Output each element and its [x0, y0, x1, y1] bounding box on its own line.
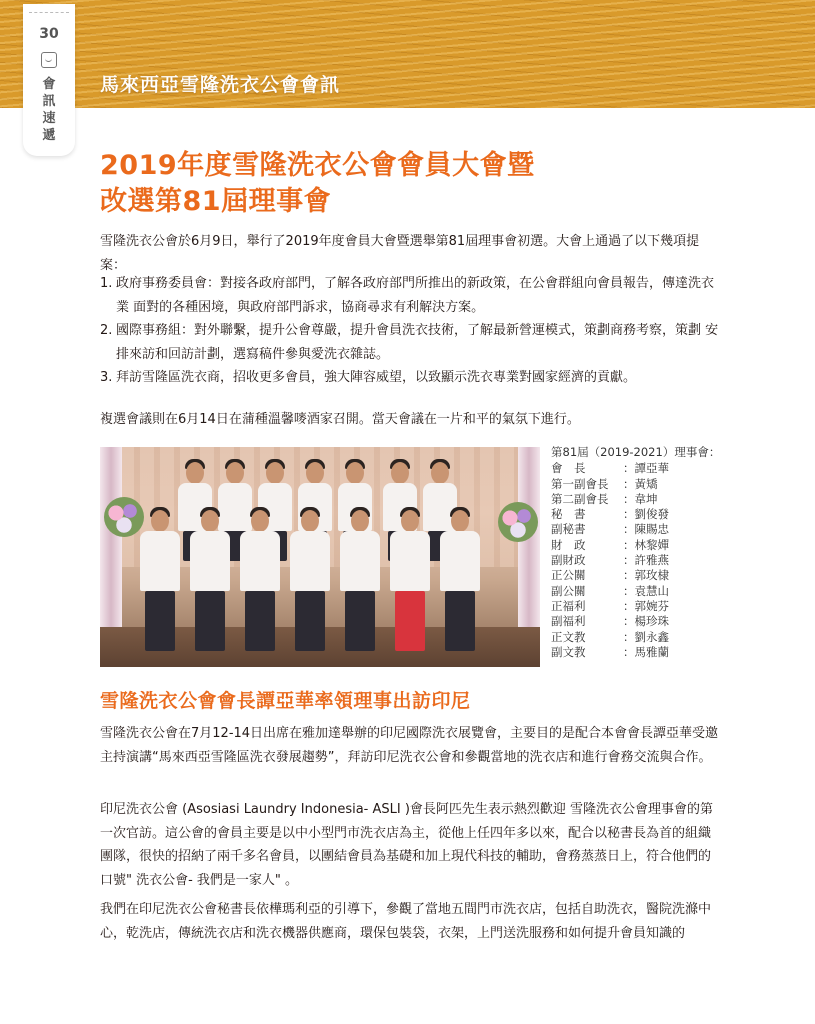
committee-member-name: ：郭婉芬: [623, 598, 669, 613]
committee-row: [551, 614, 731, 629]
committee-role: 會 長: [551, 461, 586, 476]
committee-member-name: ：譚亞華: [623, 461, 669, 476]
committee-role: 秘 書: [551, 507, 586, 522]
list-item-number: 2.: [100, 323, 113, 338]
committee-role: 副文教: [551, 644, 586, 659]
committee-member-name: ：黃矯: [623, 476, 658, 491]
committee-row: [551, 522, 731, 537]
list-item-text: 拜訪雪隆區洗衣商，招收更多會員，強大陣容威望，以致顯示洗衣專業對國家經濟的貢獻。: [116, 370, 637, 385]
committee-role: 第二副會長: [551, 491, 609, 506]
list-item: [100, 319, 720, 366]
committee-row: [551, 538, 731, 553]
committee-row: [551, 553, 731, 568]
committee-member-name: ：陳賜忠: [623, 522, 669, 537]
committee-member-name: ：袁慧山: [623, 583, 669, 598]
committee-row: [551, 645, 731, 660]
committee-member-name: ：楊珍珠: [623, 614, 669, 629]
article-intro: 雪隆洗衣公會於6月9日，舉行了2019年度會員大會暨選舉第81屆理事會初選。大會上通過了以下幾項提案：: [100, 234, 700, 273]
committee-row: [551, 477, 731, 492]
committee-list: [551, 445, 731, 660]
committee-member-name: ：許雅燕: [623, 553, 669, 568]
list-item-number: 1.: [100, 276, 113, 291]
committee-member-name: ：劉永鑫: [623, 629, 669, 644]
committee-member-name: ：韋坤: [623, 491, 658, 506]
paragraph: 我們在印尼洗衣公會秘書長依樺瑪利亞的引導下，參觀了當地五間門市洗衣店，包括自助洗衣，醫院洗滌中心，乾洗店，傳統洗衣店和洗衣機器供應商，環保包裝袋，衣架，上門送洗服務和如何提升會員知識的: [100, 902, 712, 941]
committee-member-name: ：馬雅蘭: [623, 644, 669, 659]
committee-role: 副秘書: [551, 522, 586, 537]
committee-role: 財 政: [551, 537, 586, 552]
committee-row: [551, 461, 731, 476]
smile-box-icon: [41, 52, 57, 68]
paragraph: 雪隆洗衣公會在7月12-14日出席在雅加達舉辦的印尼國際洗衣展覽會，主要目的是配合本會會長譚亞華受邀主持演講“馬來西亞雪隆區洗衣發展趨勢”，拜訪印尼洗衣公會和參觀當地的洗衣店和進行會務交流與合作。: [100, 726, 719, 765]
flower-arrangement: [104, 497, 144, 537]
committee-row: [551, 492, 731, 507]
article-title-line1: 2019年度雪隆洗衣公會會員大會暨: [100, 150, 535, 181]
section-tab: [23, 4, 75, 156]
person-figure: [190, 507, 230, 667]
committee-row: [551, 584, 731, 599]
list-item-text: 國際事務組：對外聯繫，提升公會尊嚴，提升會員洗衣技術，了解最新營運模式，策劃商務考察，策劃 安排來訪和回訪計劃，選寫稿件參與愛洗衣雜誌。: [116, 323, 719, 362]
section-title: 雪隆洗衣公會會長譚亞華率領理事出訪印尼: [100, 690, 471, 712]
person-figure: [290, 507, 330, 667]
list-item-number: 3.: [100, 370, 113, 385]
committee-role: 副公關: [551, 583, 586, 598]
committee-role: 副財政: [551, 553, 586, 568]
person-figure: [440, 507, 480, 667]
committee-member-name: ：林黎嬋: [623, 537, 669, 552]
committee-role: 正文教: [551, 629, 586, 644]
flower-arrangement: [498, 502, 538, 542]
committee-heading: 第81屆（2019-2021）理事會：: [551, 445, 721, 459]
proposal-list: [100, 272, 720, 390]
header-band: [0, 0, 815, 108]
list-item: [100, 272, 720, 319]
committee-row: [551, 630, 731, 645]
committee-role: 正福利: [551, 598, 586, 613]
list-item-text: 政府事務委員會：對接各政府部門，了解各政府部門所推出的新政策，在公會群組向會員報告，傳達洗衣業 面對的各種困境，與政府部門訴求，協商尋求有利解決方案。: [116, 276, 715, 315]
group-photo: [100, 447, 540, 667]
section-label: 會訊速遞: [42, 77, 56, 143]
committee-row: [551, 599, 731, 614]
committee-row: [551, 507, 731, 522]
list-item: [100, 366, 720, 390]
newsletter-title: 馬來西亞雪隆洗衣公會會訊: [100, 74, 341, 96]
person-figure: [240, 507, 280, 667]
second-meeting-text: 複選會議則在6月14日在蒲種溫馨嘜酒家召開。當天會議在一片和平的氣氛下進行。: [100, 412, 580, 427]
person-figure: [340, 507, 380, 667]
committee-role: 第一副會長: [551, 476, 609, 491]
paragraph: 印尼洗衣公會 (Asosiasi Laundry Indonesia- ASLI )會長阿匹先生表示熱烈歡迎 雪隆洗衣公會理事會的第一次官訪。這公會的會員主要是以中小型門市洗衣店為主，從他上任四年多以來，配合以秘書長為首的組織團隊，很快的招納了兩千多名會員，以團結會員為基礎和加上現代科技的輔助，會務蒸蒸日上，符合他們的口號" 洗衣公會- 我們是一家人" 。: [100, 802, 714, 888]
article-title: [100, 148, 535, 220]
committee-member-name: ：郭玫棣: [623, 568, 669, 583]
person-figure: [140, 507, 180, 667]
committee-row: [551, 568, 731, 583]
committee-role: 正公關: [551, 568, 586, 583]
committee-role: 副福利: [551, 614, 586, 629]
page-number: 30: [39, 26, 59, 42]
committee-member-name: ：劉俊發: [623, 507, 669, 522]
article-title-line2: 改選第81屆理事會: [100, 186, 332, 217]
person-figure: [390, 507, 430, 667]
